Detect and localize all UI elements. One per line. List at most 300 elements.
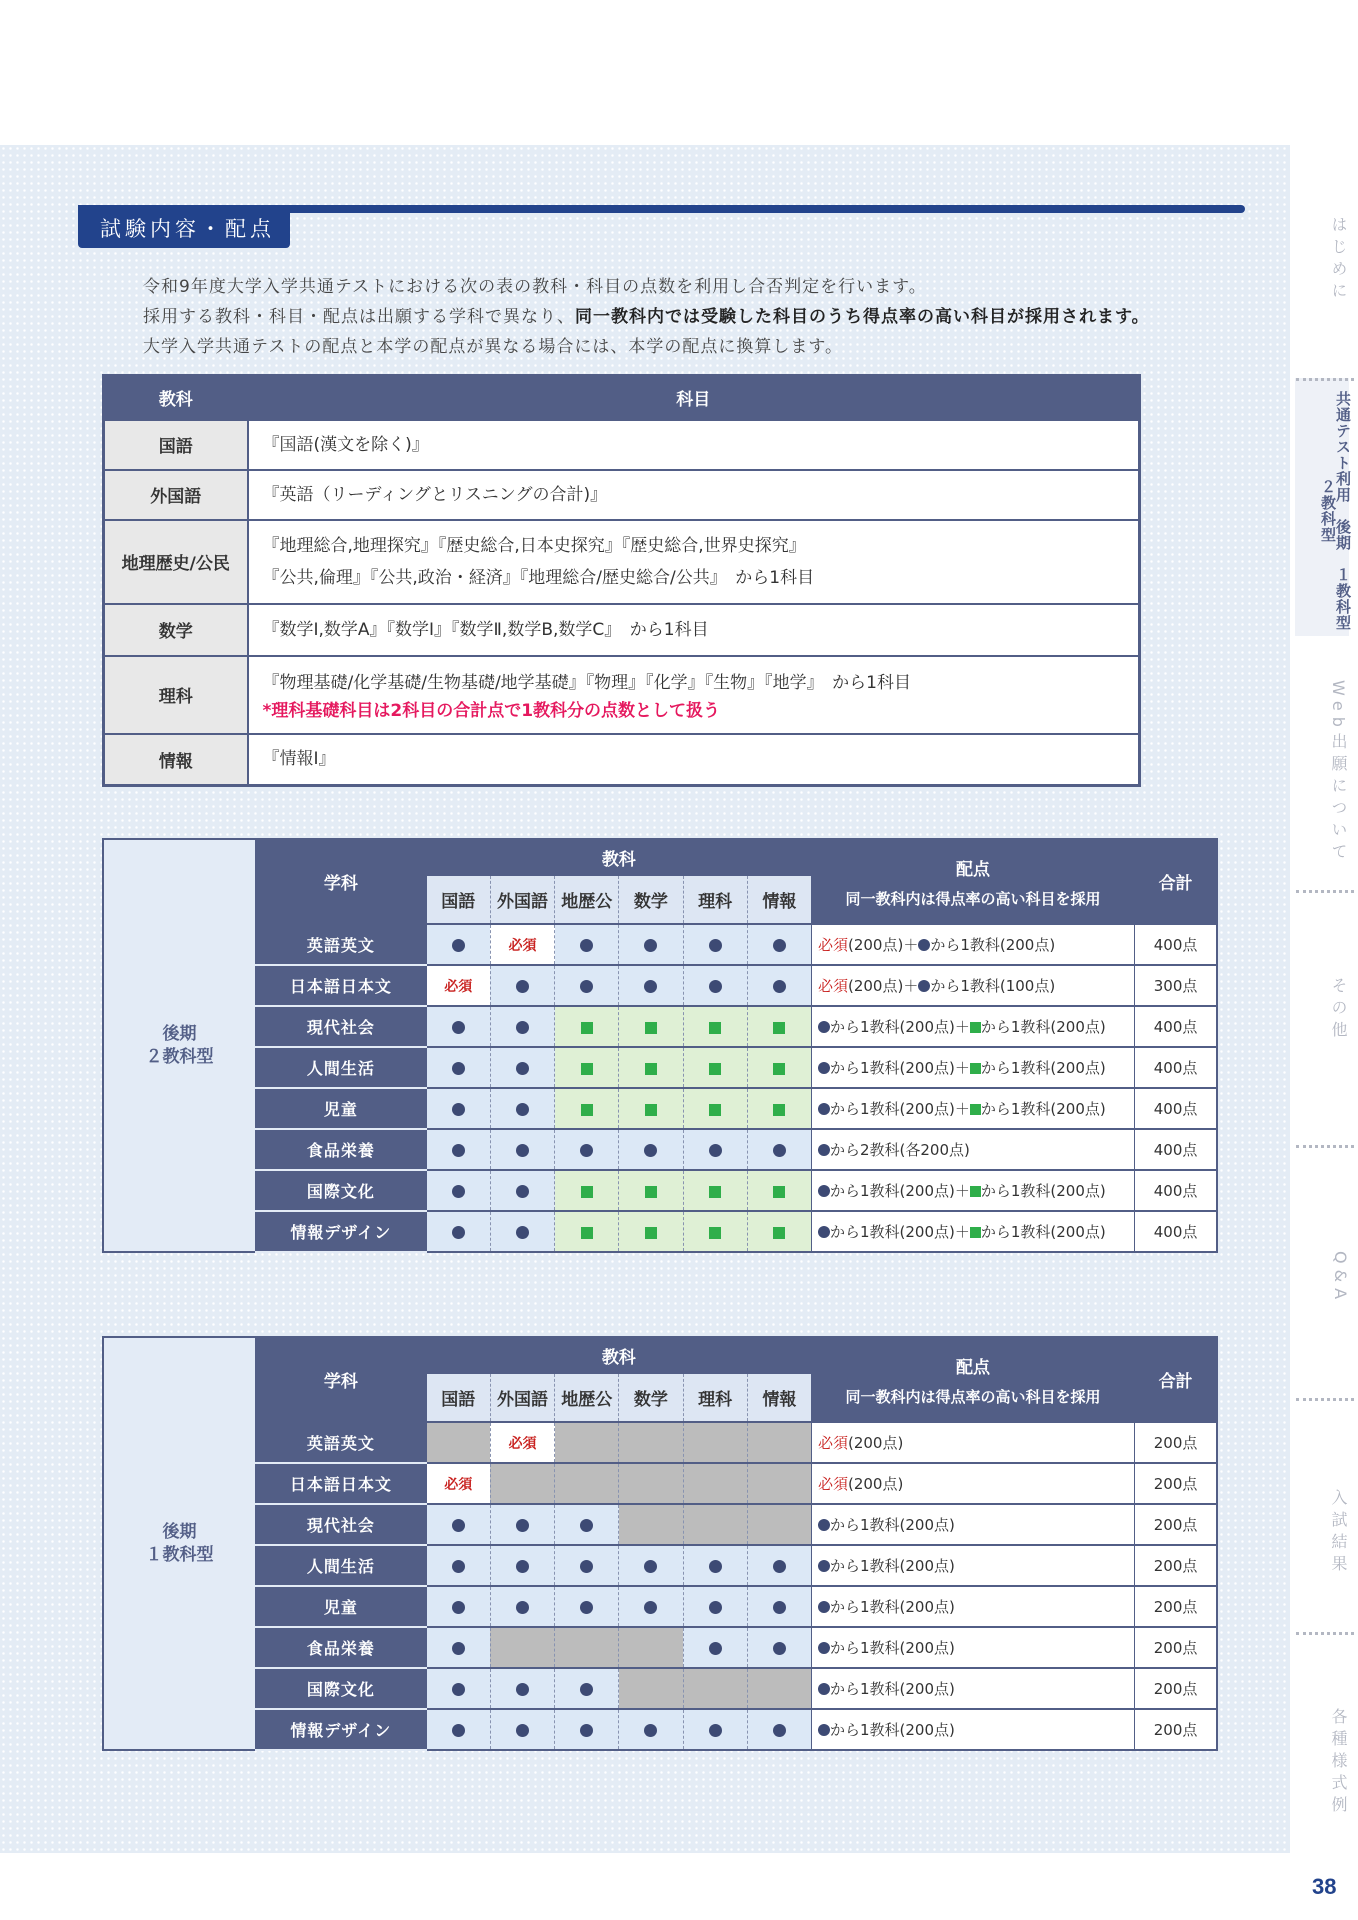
mark-cell bbox=[426, 1170, 490, 1211]
square-icon bbox=[773, 1186, 785, 1198]
mark-cell bbox=[747, 1211, 811, 1252]
required-text: 必須 bbox=[817, 977, 848, 995]
header-subjects: 教科 bbox=[426, 1337, 811, 1373]
section-title: 試験内容・配点 bbox=[78, 210, 290, 248]
circle-icon bbox=[709, 1724, 722, 1737]
required-label: 必須 bbox=[444, 1476, 473, 1493]
mark-cell bbox=[490, 1170, 554, 1211]
points-text: から1教科(200点) bbox=[980, 1100, 1106, 1118]
points-cell bbox=[811, 1129, 1134, 1170]
mark-cell bbox=[426, 1129, 490, 1170]
subject-name: 情報 bbox=[104, 734, 248, 786]
mark-cell bbox=[490, 1668, 554, 1709]
points-cell bbox=[811, 924, 1134, 965]
dept-name: 英語英文 bbox=[256, 1422, 427, 1463]
mark-cell bbox=[426, 924, 490, 965]
mark-cell bbox=[426, 1006, 490, 1047]
circle-icon bbox=[818, 1144, 830, 1156]
total-cell: 400点 bbox=[1135, 1129, 1217, 1170]
header-total: 合計 bbox=[1135, 839, 1217, 924]
circle-icon bbox=[644, 980, 657, 993]
col-sugaku: 数学 bbox=[619, 875, 683, 924]
side-nav-web-application[interactable]: Web出願について bbox=[1329, 679, 1348, 865]
mark-cell bbox=[619, 1545, 683, 1586]
header-subject: 教科 bbox=[104, 376, 248, 420]
mark-cell bbox=[555, 1129, 619, 1170]
mark-cell bbox=[683, 1586, 747, 1627]
circle-icon bbox=[516, 1185, 529, 1198]
mark-cell bbox=[683, 1545, 747, 1586]
mark-cell bbox=[426, 1047, 490, 1088]
total-cell: 400点 bbox=[1135, 1088, 1217, 1129]
mark-cell bbox=[747, 1545, 811, 1586]
subject-name: 国語 bbox=[104, 420, 248, 470]
mark-cell bbox=[490, 1088, 554, 1129]
points-subtitle: 同一教科内は得点率の高い科目を採用 bbox=[845, 1387, 1101, 1406]
circle-icon bbox=[452, 1683, 465, 1696]
required-text: 必須 bbox=[817, 1434, 848, 1452]
mark-cell bbox=[683, 1170, 747, 1211]
header-points bbox=[811, 839, 1134, 924]
table-row bbox=[103, 1211, 1217, 1252]
circle-icon bbox=[773, 1144, 786, 1157]
mark-cell bbox=[683, 924, 747, 965]
circle-icon bbox=[452, 1144, 465, 1157]
points-text: から1教科(100点) bbox=[930, 977, 1056, 995]
square-icon bbox=[970, 1104, 981, 1115]
circle-icon bbox=[580, 980, 593, 993]
circle-icon bbox=[773, 1642, 786, 1655]
courses-line: 『物理基礎/化学基礎/生物基礎/地学基礎』『物理』『化学』『生物』『地学』 から1科目 bbox=[262, 672, 911, 693]
col-rika: 理科 bbox=[683, 875, 747, 924]
circle-icon bbox=[580, 1683, 593, 1696]
subject-courses: 『国語(漢文を除く)』 bbox=[248, 420, 1140, 470]
mark-cell bbox=[426, 965, 490, 1006]
mark-cell bbox=[426, 1627, 490, 1668]
mark-cell bbox=[747, 1006, 811, 1047]
mark-cell bbox=[619, 1170, 683, 1211]
mark-cell bbox=[683, 1627, 747, 1668]
circle-icon bbox=[818, 1724, 830, 1736]
points-text: (200点)＋ bbox=[847, 936, 919, 954]
mark-cell bbox=[555, 1463, 619, 1504]
mark-cell bbox=[555, 1211, 619, 1252]
courses-line: 『地理総合,地理探究』『歴史総合,日本史探究』『歴史総合,世界史探究』 bbox=[262, 535, 806, 556]
points-cell bbox=[811, 1627, 1134, 1668]
circle-icon bbox=[580, 1724, 593, 1737]
table-row bbox=[103, 1709, 1217, 1750]
dept-name: 人間生活 bbox=[256, 1047, 427, 1088]
col-chirekikou: 地歴公 bbox=[555, 875, 619, 924]
dept-name: 児童 bbox=[256, 1586, 427, 1627]
mark-cell bbox=[555, 1709, 619, 1750]
mark-cell bbox=[426, 1463, 490, 1504]
table-row bbox=[103, 1463, 1217, 1504]
col-chirekikou: 地歴公 bbox=[555, 1373, 619, 1422]
total-cell: 400点 bbox=[1135, 924, 1217, 965]
mark-cell bbox=[555, 1504, 619, 1545]
circle-icon bbox=[580, 939, 593, 952]
square-icon bbox=[645, 1186, 657, 1198]
mark-cell bbox=[747, 1129, 811, 1170]
mark-cell bbox=[490, 1047, 554, 1088]
points-text: から1教科(200点) bbox=[980, 1223, 1106, 1241]
table-row bbox=[103, 1668, 1217, 1709]
points-text: から1教科(200点) bbox=[829, 1598, 955, 1616]
mark-cell bbox=[555, 1047, 619, 1088]
one-subject-score-table bbox=[102, 1336, 1218, 1751]
circle-icon bbox=[580, 1601, 593, 1614]
subject-courses: 『情報Ⅰ』 bbox=[248, 734, 1140, 786]
total-cell: 300点 bbox=[1135, 965, 1217, 1006]
two-subject-score-table bbox=[102, 838, 1218, 1253]
mark-cell bbox=[619, 1586, 683, 1627]
mark-cell bbox=[747, 1170, 811, 1211]
square-icon bbox=[970, 1063, 981, 1074]
circle-icon bbox=[516, 1226, 529, 1239]
total-cell: 200点 bbox=[1135, 1586, 1217, 1627]
points-text: から1教科(200点)＋ bbox=[829, 1223, 970, 1241]
total-cell: 400点 bbox=[1135, 1047, 1217, 1088]
circle-icon bbox=[452, 1185, 465, 1198]
points-text: から1教科(200点)＋ bbox=[829, 1182, 970, 1200]
mark-cell bbox=[747, 1504, 811, 1545]
points-text: から1教科(200点) bbox=[829, 1680, 955, 1698]
mark-cell bbox=[619, 1129, 683, 1170]
circle-icon bbox=[452, 1724, 465, 1737]
col-kokugo: 国語 bbox=[426, 1373, 490, 1422]
col-gaikokugo: 外国語 bbox=[490, 875, 554, 924]
circle-icon bbox=[818, 1185, 830, 1197]
mark-cell bbox=[619, 1047, 683, 1088]
table-row bbox=[103, 1627, 1217, 1668]
square-icon bbox=[709, 1063, 721, 1075]
circle-icon bbox=[818, 1601, 830, 1613]
mark-cell bbox=[747, 1668, 811, 1709]
circle-icon bbox=[452, 1560, 465, 1573]
circle-icon bbox=[818, 1560, 830, 1572]
square-icon bbox=[773, 1022, 785, 1034]
exam-type-line: ２教科型 bbox=[145, 1046, 214, 1067]
exam-type-line: １教科型 bbox=[145, 1544, 214, 1565]
circle-icon bbox=[452, 1642, 465, 1655]
side-nav-label: ２教科型 bbox=[1319, 479, 1337, 543]
points-text: から1教科(200点)＋ bbox=[829, 1018, 970, 1036]
table-row bbox=[103, 1006, 1217, 1047]
circle-icon bbox=[580, 1519, 593, 1532]
circle-icon bbox=[516, 1560, 529, 1573]
mark-cell bbox=[490, 1006, 554, 1047]
side-nav-other[interactable]: その他 bbox=[1329, 977, 1348, 1043]
dept-name: 現代社会 bbox=[256, 1504, 427, 1545]
mark-cell bbox=[619, 1463, 683, 1504]
intro-line-1: 令和9年度大学入学共通テストにおける次の表の教科・科目の点数を利用し合否判定を行います。 bbox=[143, 277, 927, 297]
points-text: から1教科(200点) bbox=[829, 1721, 955, 1739]
mark-cell bbox=[426, 1709, 490, 1750]
total-cell: 200点 bbox=[1135, 1504, 1217, 1545]
circle-icon bbox=[516, 1601, 529, 1614]
table-row bbox=[103, 924, 1217, 965]
subject-courses: 『数学Ⅰ,数学A』『数学Ⅰ』『数学Ⅱ,数学B,数学C』 から1科目 bbox=[248, 604, 1140, 656]
points-text: から1教科(200点) bbox=[829, 1639, 955, 1657]
square-icon bbox=[645, 1104, 657, 1116]
side-nav-common-test[interactable] bbox=[1300, 386, 1350, 636]
mark-cell bbox=[619, 924, 683, 965]
col-joho: 情報 bbox=[747, 875, 811, 924]
square-icon bbox=[970, 1022, 981, 1033]
intro-line-2a: 採用する教科・科目・配点は出願する学科で異なり、 bbox=[143, 307, 575, 327]
side-nav-label: 共通テスト利用 bbox=[1334, 391, 1352, 503]
mark-cell bbox=[426, 1422, 490, 1463]
mark-cell bbox=[747, 1088, 811, 1129]
mark-cell bbox=[683, 1422, 747, 1463]
table-row bbox=[103, 1047, 1217, 1088]
table-row bbox=[103, 1504, 1217, 1545]
total-cell: 400点 bbox=[1135, 1006, 1217, 1047]
subject-name: 外国語 bbox=[104, 470, 248, 520]
mark-cell bbox=[747, 924, 811, 965]
square-icon bbox=[773, 1104, 785, 1116]
points-subtitle: 同一教科内は得点率の高い科目を採用 bbox=[845, 889, 1101, 908]
mark-cell bbox=[555, 1627, 619, 1668]
points-cell bbox=[811, 1545, 1134, 1586]
circle-icon bbox=[818, 1226, 830, 1238]
points-title: 配点 bbox=[956, 859, 991, 880]
mark-cell bbox=[426, 1545, 490, 1586]
circle-icon bbox=[818, 1062, 830, 1074]
mark-cell bbox=[426, 1211, 490, 1252]
circle-icon bbox=[580, 1560, 593, 1573]
square-icon bbox=[709, 1227, 721, 1239]
side-nav-intro[interactable]: はじめに bbox=[1329, 216, 1348, 304]
mark-cell bbox=[490, 1129, 554, 1170]
square-icon bbox=[645, 1227, 657, 1239]
intro-line-2 bbox=[143, 302, 1150, 332]
square-icon bbox=[581, 1186, 593, 1198]
circle-icon bbox=[818, 1103, 830, 1115]
circle-icon bbox=[644, 939, 657, 952]
col-kokugo: 国語 bbox=[426, 875, 490, 924]
mark-cell bbox=[490, 965, 554, 1006]
circle-icon bbox=[709, 980, 722, 993]
points-text: から1教科(200点) bbox=[829, 1557, 955, 1575]
table-row bbox=[103, 1170, 1217, 1211]
header-points bbox=[811, 1337, 1134, 1422]
mark-cell bbox=[555, 924, 619, 965]
square-icon bbox=[709, 1022, 721, 1034]
mark-cell bbox=[490, 1422, 554, 1463]
header-dept: 学科 bbox=[256, 1337, 427, 1422]
circle-icon bbox=[452, 1021, 465, 1034]
square-icon bbox=[645, 1022, 657, 1034]
mark-cell bbox=[619, 1211, 683, 1252]
circle-icon bbox=[773, 1724, 786, 1737]
dept-name: 日本語日本文 bbox=[256, 965, 427, 1006]
total-cell: 200点 bbox=[1135, 1668, 1217, 1709]
circle-icon bbox=[818, 1642, 830, 1654]
points-text: (200点)＋ bbox=[847, 977, 919, 995]
points-cell bbox=[811, 1586, 1134, 1627]
required-label: 必須 bbox=[508, 937, 537, 954]
required-text: 必須 bbox=[817, 936, 848, 954]
mark-cell bbox=[683, 1006, 747, 1047]
mark-cell bbox=[426, 1586, 490, 1627]
mark-cell bbox=[619, 1088, 683, 1129]
dept-name: 英語英文 bbox=[256, 924, 427, 965]
mark-cell bbox=[426, 1504, 490, 1545]
points-text: から1教科(200点)＋ bbox=[829, 1059, 970, 1077]
total-cell: 200点 bbox=[1135, 1463, 1217, 1504]
intro-line-2b: 同一教科内では受験した科目のうち得点率の高い科目が採用されます。 bbox=[575, 307, 1150, 327]
exam-type-cell bbox=[103, 839, 256, 1252]
circle-icon bbox=[818, 1519, 830, 1531]
side-nav-label: １教科型 bbox=[1334, 567, 1352, 631]
circle-icon bbox=[709, 1560, 722, 1573]
square-icon bbox=[970, 1227, 981, 1238]
mark-cell bbox=[683, 1463, 747, 1504]
points-text: から1教科(200点) bbox=[980, 1059, 1106, 1077]
circle-icon bbox=[773, 980, 786, 993]
mark-cell bbox=[683, 1668, 747, 1709]
table-row bbox=[103, 1545, 1217, 1586]
side-nav-qa[interactable]: Q&A bbox=[1331, 1250, 1350, 1305]
square-icon bbox=[773, 1063, 785, 1075]
total-cell: 200点 bbox=[1135, 1709, 1217, 1750]
side-nav-results[interactable]: 入試結果 bbox=[1329, 1489, 1348, 1577]
mark-cell bbox=[555, 1170, 619, 1211]
side-nav-forms[interactable]: 各種様式例 bbox=[1329, 1708, 1348, 1818]
mark-cell bbox=[619, 1422, 683, 1463]
mark-cell bbox=[683, 1709, 747, 1750]
dept-name: 食品栄養 bbox=[256, 1627, 427, 1668]
subjects-table bbox=[102, 374, 1141, 787]
mark-cell bbox=[426, 1668, 490, 1709]
side-divider bbox=[1296, 1632, 1354, 1635]
mark-cell bbox=[619, 1504, 683, 1545]
mark-cell bbox=[490, 1627, 554, 1668]
col-joho: 情報 bbox=[747, 1373, 811, 1422]
circle-icon bbox=[452, 1226, 465, 1239]
circle-icon bbox=[644, 1144, 657, 1157]
intro-line-3: 大学入学共通テストの配点と本学の配点が異なる場合には、本学の配点に換算します。 bbox=[143, 337, 843, 357]
dept-name: 国際文化 bbox=[256, 1170, 427, 1211]
points-cell bbox=[811, 1463, 1134, 1504]
circle-icon bbox=[516, 1021, 529, 1034]
mark-cell bbox=[555, 1006, 619, 1047]
mark-cell bbox=[619, 1668, 683, 1709]
points-cell bbox=[811, 1422, 1134, 1463]
points-cell bbox=[811, 1504, 1134, 1545]
side-divider bbox=[1296, 890, 1354, 893]
circle-icon bbox=[516, 980, 529, 993]
circle-icon bbox=[644, 1724, 657, 1737]
side-divider bbox=[1296, 1398, 1354, 1401]
points-title: 配点 bbox=[956, 1357, 991, 1378]
square-icon bbox=[773, 1227, 785, 1239]
points-text: から1教科(200点)＋ bbox=[829, 1100, 970, 1118]
circle-icon bbox=[773, 1560, 786, 1573]
mark-cell bbox=[747, 1586, 811, 1627]
circle-icon bbox=[709, 939, 722, 952]
mark-cell bbox=[747, 1422, 811, 1463]
total-cell: 200点 bbox=[1135, 1545, 1217, 1586]
points-text: (200点) bbox=[847, 1475, 904, 1493]
subject-name: 数学 bbox=[104, 604, 248, 656]
mark-cell bbox=[555, 1668, 619, 1709]
required-label: 必須 bbox=[444, 978, 473, 995]
mark-cell bbox=[555, 965, 619, 1006]
dept-name: 児童 bbox=[256, 1088, 427, 1129]
subject-courses: 『英語（リーディングとリスニングの合計)』 bbox=[248, 470, 1140, 520]
header-dept: 学科 bbox=[256, 839, 427, 924]
points-cell bbox=[811, 1709, 1134, 1750]
dept-name: 国際文化 bbox=[256, 1668, 427, 1709]
points-text: から1教科(200点) bbox=[980, 1182, 1106, 1200]
circle-icon bbox=[516, 1144, 529, 1157]
circle-icon bbox=[516, 1683, 529, 1696]
total-cell: 400点 bbox=[1135, 1170, 1217, 1211]
square-icon bbox=[581, 1227, 593, 1239]
mark-cell bbox=[490, 1545, 554, 1586]
mark-cell bbox=[747, 1627, 811, 1668]
square-icon bbox=[970, 1186, 981, 1197]
mark-cell bbox=[747, 965, 811, 1006]
square-icon bbox=[581, 1104, 593, 1116]
points-text: から2教科(各200点) bbox=[829, 1141, 970, 1159]
points-cell bbox=[811, 1211, 1134, 1252]
points-cell bbox=[811, 1668, 1134, 1709]
header-subjects: 教科 bbox=[426, 839, 811, 875]
circle-icon bbox=[516, 1519, 529, 1532]
mark-cell bbox=[747, 1709, 811, 1750]
mark-cell bbox=[619, 1709, 683, 1750]
circle-icon bbox=[452, 1601, 465, 1614]
points-text: (200点) bbox=[847, 1434, 904, 1452]
dept-name: 情報デザイン bbox=[256, 1709, 427, 1750]
total-cell: 200点 bbox=[1135, 1627, 1217, 1668]
circle-icon bbox=[516, 1062, 529, 1075]
side-divider bbox=[1296, 378, 1354, 381]
mark-cell bbox=[490, 1709, 554, 1750]
points-text: から1教科(200点) bbox=[980, 1018, 1106, 1036]
header-total: 合計 bbox=[1135, 1337, 1217, 1422]
circle-icon bbox=[644, 1601, 657, 1614]
mark-cell bbox=[683, 965, 747, 1006]
intro-text bbox=[143, 272, 1150, 362]
points-cell bbox=[811, 1006, 1134, 1047]
header-courses: 科目 bbox=[248, 376, 1140, 420]
mark-cell bbox=[555, 1422, 619, 1463]
subject-courses bbox=[248, 656, 1140, 734]
page-number: 38 bbox=[1312, 1874, 1337, 1899]
mark-cell bbox=[490, 1586, 554, 1627]
exam-type-line: 後期 bbox=[162, 1521, 197, 1542]
square-icon bbox=[581, 1063, 593, 1075]
courses-line: 『公共,倫理』『公共,政治・経済』『地理総合/歴史総合/公共』 から1科目 bbox=[262, 567, 815, 588]
side-nav-label: 後期 bbox=[1334, 519, 1352, 551]
side-divider bbox=[1296, 1145, 1354, 1148]
dept-name: 日本語日本文 bbox=[256, 1463, 427, 1504]
circle-icon bbox=[918, 980, 930, 992]
col-sugaku: 数学 bbox=[619, 1373, 683, 1422]
circle-icon bbox=[918, 939, 930, 951]
circle-icon bbox=[452, 1519, 465, 1532]
table-row bbox=[103, 1088, 1217, 1129]
circle-icon bbox=[773, 1601, 786, 1614]
points-cell bbox=[811, 1088, 1134, 1129]
subject-name: 地理歴史/公民 bbox=[104, 520, 248, 604]
points-cell bbox=[811, 1170, 1134, 1211]
